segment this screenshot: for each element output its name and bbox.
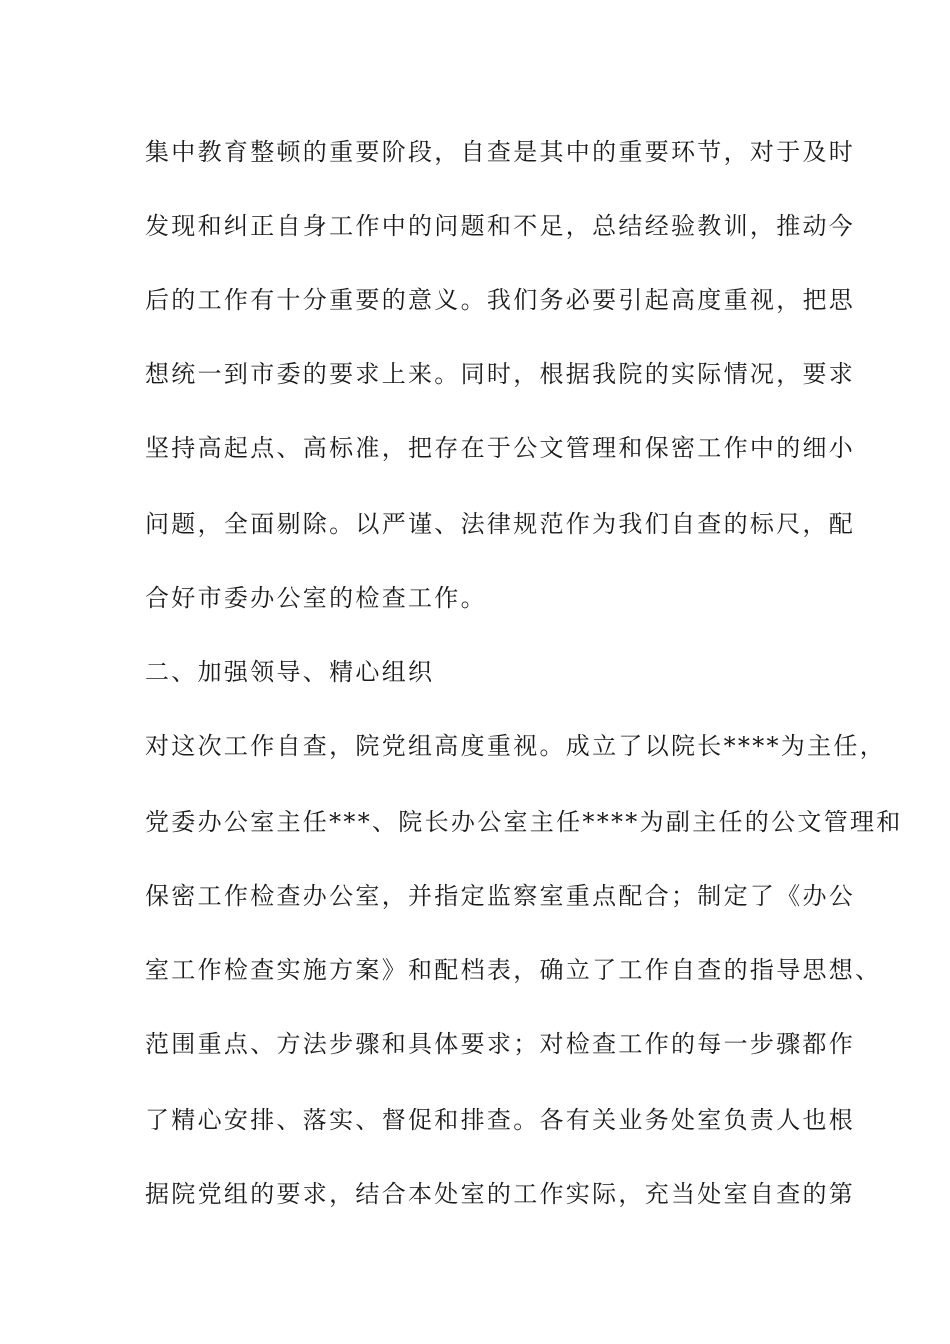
paragraph-line: 室工作检查实施方案》和配档表，确立了工作自查的指导思想、 [145, 956, 882, 984]
paragraph-line: 发现和纠正自身工作中的问题和不足，总结经验教训，推动今 [145, 212, 856, 240]
paragraph-line: 合好市委办公室的检查工作。 [145, 584, 487, 612]
paragraph-line: 范围重点、方法步骤和具体要求；对检查工作的每一步骤都作 [145, 1030, 856, 1058]
paragraph-line: 集中教育整顿的重要阶段，自查是其中的重要环节，对于及时 [145, 138, 856, 166]
paragraph-line: 后的工作有十分重要的意义。我们务必要引起高度重视，把思 [145, 286, 856, 314]
paragraph-line: 问题，全面剔除。以严谨、法律规范作为我们自查的标尺，配 [145, 510, 856, 538]
paragraph-line: 保密工作检查办公室，并指定监察室重点配合；制定了《办公 [145, 882, 856, 910]
paragraph-line: 党委办公室主任***、院长办公室主任****为副主任的公文管理和 [145, 808, 903, 836]
paragraph-line: 对这次工作自查，院党组高度重视。成立了以院长****为主任， [145, 732, 886, 760]
paragraph-line: 据院党组的要求，结合本处室的工作实际，充当处室自查的第 [145, 1180, 856, 1208]
paragraph-line: 坚持高起点、高标准，把存在于公文管理和保密工作中的细小 [145, 434, 856, 462]
section-heading: 二、加强领导、精心组织 [145, 658, 435, 686]
paragraph-line: 了精心安排、落实、督促和排查。各有关业务处室负责人也根 [145, 1106, 856, 1134]
paragraph-line: 想统一到市委的要求上来。同时，根据我院的实际情况，要求 [145, 360, 856, 388]
